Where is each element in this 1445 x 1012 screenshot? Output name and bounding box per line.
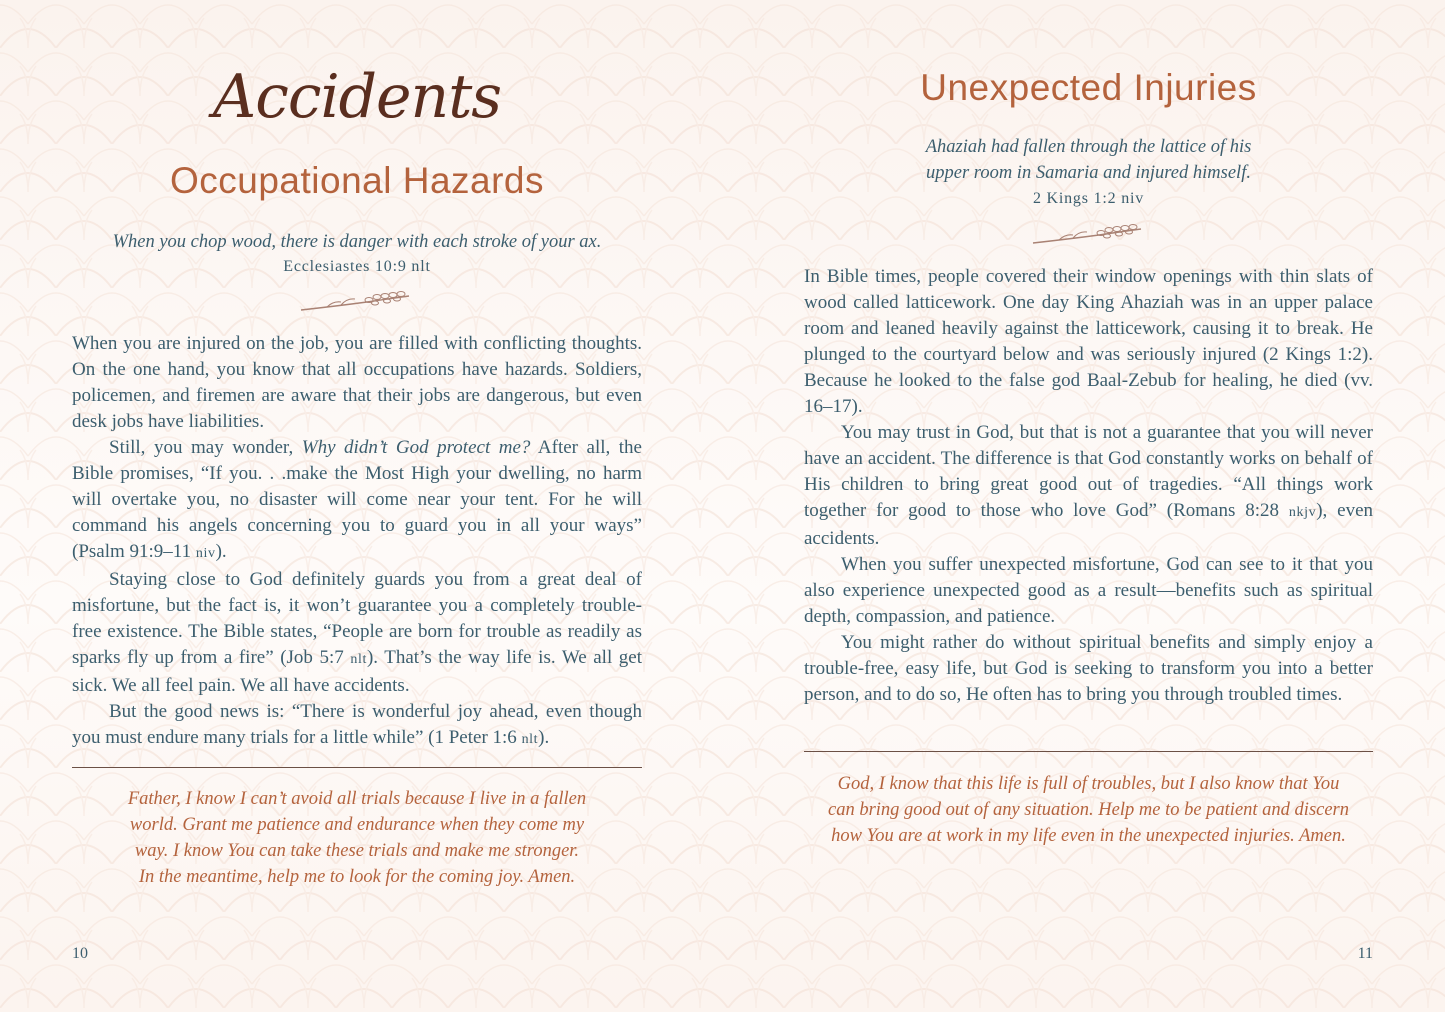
paragraph: Still, you may wonder, Why didn’t God protect me? After all, the Bible promises, “If you. . .make the Most High your dwelling, no harm will overtake you, no disaster will come near your tent. For he will command his angels concerning you to guard you in all your ways” (Psalm 91:9–11 niv). — [72, 437, 642, 562]
sprig-icon — [1029, 221, 1149, 251]
body-text — [72, 331, 642, 753]
paragraph: You may trust in God, but that is not a guarantee that you will never have an accident. The difference is that God constantly works on behalf of His children to bring great good out of tragedies. “All things work together for good to those who love God” (Romans 8:28 nkjv), even accidents. — [804, 422, 1374, 549]
left-page — [72, 0, 642, 1012]
scripture-verse: Ahaziah had fallen through the lattice of his upper room in Samaria and injured himself. — [925, 137, 1252, 183]
page-title: Unexpected Injuries — [920, 67, 1257, 108]
paragraph: Staying close to God definitely guards you from a great deal of misfortune, but the fact is, it won’t guarantee you a completely trouble-free existence. The Bible states, “People are born for trouble as readily as sparks fly up from a fire” (Job 5:7 nlt). That’s the way life is. We all get sick. We all feel pain. We all have accidents. — [72, 569, 643, 696]
paragraph: But the good news is: “There is wonderful joy ahead, even though you must endure many trials for a little while” (1 Peter 1:6 nlt). — [72, 701, 642, 748]
paragraph: When you suffer unexpected misfortune, God can see to it that you also experience unexpected good as a result—benefits such as spiritual depth, compassion, and patience. — [804, 554, 1373, 627]
scripture-verse: When you chop wood, there is danger with each stroke of your ax. — [112, 232, 602, 252]
section-title: Accidents — [212, 62, 502, 132]
sprig-icon — [297, 288, 417, 318]
divider — [804, 751, 1373, 752]
paragraph: You might rather do without spiritual benefits and simply enjoy a trouble-free, easy life, but God is seeking to transform you into a better person, and to do so, He often has to bring you through troubled times. — [804, 632, 1373, 705]
divider — [72, 767, 642, 768]
scripture-reference: 2 Kings 1:2 niv — [1032, 190, 1145, 207]
body-text — [804, 264, 1373, 708]
page-number: 11 — [1357, 945, 1373, 962]
page-title: Occupational Hazards — [169, 160, 545, 201]
scripture-reference: Ecclesiastes 10:9 nlt — [283, 258, 431, 275]
paragraph: In Bible times, people covered their window openings with thin slats of wood called latticework. One day King Ahaziah was in an upper palace room and leaned heavily against the latticework, causing it to break. He plunged to the courtyard below and was seriously injured (2 Kings 1:2). Because he looked to the false god Baal-Zebub for healing, he died (vv. 16–17). — [804, 266, 1373, 417]
right-page — [804, 0, 1373, 1012]
prayer: God, I know that this life is full of troubles, but I also know that You can bring good out of any situation. Help me to be patient and discern how You are at work in my life even in the unexpected injuries. Amen. — [827, 774, 1350, 846]
prayer: Father, I know I can’t avoid all trials because I live in a fallen world. Grant me patience and endurance when they come my way. I know You can take these trials and make me stronger. In the meantime, help me to look for the coming joy. Amen. — [127, 789, 587, 887]
page-number: 10 — [72, 945, 88, 962]
paragraph: When you are injured on the job, you are filled with conflicting thoughts. On the one hand, you know that all occupations have hazards. Soldiers, policemen, and firemen are aware that their jobs are dangerous, but even desk jobs have liabilities. — [72, 333, 642, 432]
